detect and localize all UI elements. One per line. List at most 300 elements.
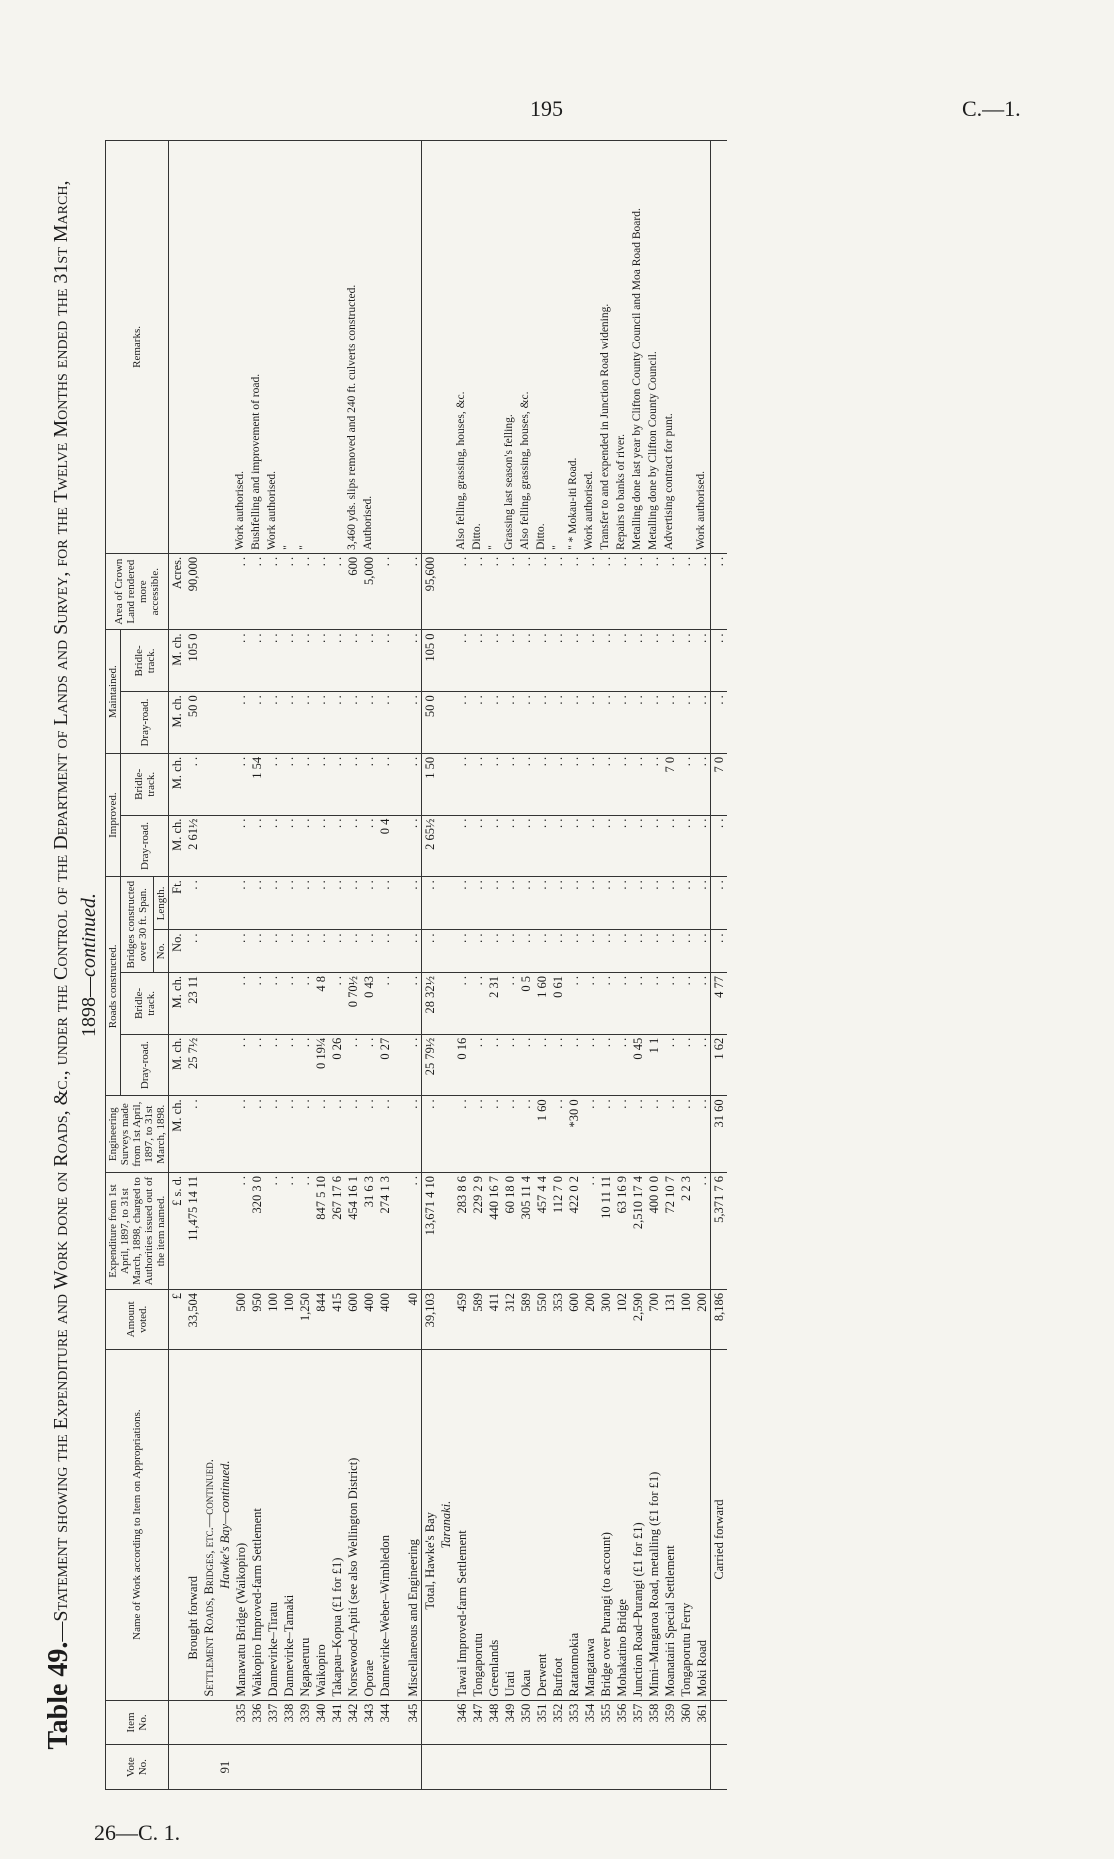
area: . .: [694, 553, 711, 630]
amount-voted: 100: [265, 1290, 281, 1350]
mn-bridle: . .: [361, 630, 377, 692]
header-amount: Amount voted.: [106, 1290, 169, 1350]
vote-cell: [662, 1745, 678, 1790]
expenditure: 10 11 11: [598, 1173, 614, 1290]
unit-br-no: No.: [169, 930, 186, 973]
item-number: 339: [297, 1700, 313, 1745]
remarks-cell: Also felling, grassing, houses, &c.: [518, 141, 534, 554]
cf-imp-bridle: 7 0: [711, 753, 728, 815]
rc-bridle: . .: [566, 973, 582, 1035]
imp-dray: . .: [630, 815, 646, 877]
area: . .: [454, 553, 470, 630]
bf-eng: . .: [185, 1096, 201, 1173]
mn-bridle: . .: [582, 630, 598, 692]
work-name: Tongaporutu Ferry: [678, 1349, 694, 1700]
engineering: . .: [265, 1096, 281, 1173]
br-no: . .: [345, 930, 361, 973]
table-statement: —Statement showing the Expenditure and Work done on Roads, &c., under the Control of the Department of Lands and Survey, for the Twelve Months ended the 31st March, 1898—: [50, 180, 100, 1642]
br-no: . .: [694, 930, 711, 973]
header-expenditure: Expenditure from 1st April, 1897, to 31st March, 1898, charged to Authorities issued out of the item named.: [106, 1173, 169, 1290]
br-len: . .: [534, 877, 550, 930]
work-name: Moki Road: [694, 1349, 711, 1700]
rc-dray: . .: [345, 1034, 361, 1096]
expenditure: 274 1 3: [377, 1173, 393, 1290]
br-len: . .: [630, 877, 646, 930]
expenditure: 229 2 9: [470, 1173, 486, 1290]
br-len: . .: [281, 877, 297, 930]
brought-forward-row: [185, 141, 201, 1790]
rc-bridle: . .: [265, 973, 281, 1035]
item-number: 347: [470, 1700, 486, 1745]
imp-dray: . .: [598, 815, 614, 877]
imp-dray: . .: [550, 815, 566, 877]
expenditure: . .: [582, 1173, 598, 1290]
work-name: Waikopiro Improved-farm Settlement: [249, 1349, 265, 1700]
remarks-cell: " * Mokau-iti Road.: [566, 141, 582, 554]
br-len: . .: [233, 877, 249, 930]
amount-voted: 400: [377, 1290, 393, 1350]
expenditure: 31 6 3: [361, 1173, 377, 1290]
amount-voted: 131: [662, 1290, 678, 1350]
vote-cell: [598, 1745, 614, 1790]
amount-voted: 312: [502, 1290, 518, 1350]
br-len: . .: [329, 877, 345, 930]
work-name: Mangatawa: [582, 1349, 598, 1700]
item-number: 343: [361, 1700, 377, 1745]
cf-imp-dray: . .: [711, 815, 728, 877]
item-number: 352: [550, 1700, 566, 1745]
work-name: Greenlands: [486, 1349, 502, 1700]
imp-bridle: . .: [678, 753, 694, 815]
remarks-cell: [377, 141, 393, 554]
misc-imp-dray: . .: [405, 815, 422, 877]
table-row: [454, 141, 470, 1790]
misc-row: [405, 141, 422, 1790]
br-len: . .: [566, 877, 582, 930]
vote-cell: [582, 1745, 598, 1790]
bf-rc-dray: 25 7½: [185, 1034, 201, 1096]
unit-br-len: Ft.: [169, 877, 186, 930]
misc-eng: . .: [405, 1096, 422, 1173]
amount-voted: 300: [598, 1290, 614, 1350]
mn-dray: . .: [470, 692, 486, 754]
br-no: . .: [313, 930, 329, 973]
area: 5,000: [361, 553, 377, 630]
unit-rc-bridle: M. ch.: [169, 973, 186, 1035]
vote-cell: [630, 1745, 646, 1790]
area: . .: [470, 553, 486, 630]
section-settlement: [201, 141, 217, 1790]
item-number: 342: [345, 1700, 361, 1745]
mn-bridle: . .: [377, 630, 393, 692]
br-no: . .: [454, 930, 470, 973]
rc-bridle: . .: [249, 973, 265, 1035]
rc-dray: . .: [534, 1034, 550, 1096]
rc-bridle: 1 60: [534, 973, 550, 1035]
expenditure: 457 4 4: [534, 1173, 550, 1290]
br-no: . .: [486, 930, 502, 973]
rc-bridle: 4 8: [313, 973, 329, 1035]
table-row: [249, 141, 265, 1790]
bf-exp: 11,475 14 11: [185, 1173, 201, 1290]
vote-cell: [486, 1745, 502, 1790]
remarks-cell: Also felling, grassing, houses, &c.: [454, 141, 470, 554]
engineering: . .: [377, 1096, 393, 1173]
imp-bridle: . .: [582, 753, 598, 815]
amount-voted: 100: [281, 1290, 297, 1350]
br-no: . .: [550, 930, 566, 973]
rc-bridle: . .: [678, 973, 694, 1035]
bf-rc-bridle: 23 11: [185, 973, 201, 1035]
unit-imp-dray: M. ch.: [169, 815, 186, 877]
imp-dray: . .: [566, 815, 582, 877]
misc-br-no: . .: [405, 930, 422, 973]
engineering: . .: [582, 1096, 598, 1173]
item-number: 356: [614, 1700, 630, 1745]
rc-bridle: . .: [454, 973, 470, 1035]
expenditure: 400 0 0: [646, 1173, 662, 1290]
br-no: . .: [662, 930, 678, 973]
mn-dray: . .: [566, 692, 582, 754]
rc-dray: 0 26: [329, 1034, 345, 1096]
mn-bridle: . .: [329, 630, 345, 692]
item-number: 337: [265, 1700, 281, 1745]
rc-dray: . .: [550, 1034, 566, 1096]
area: . .: [598, 553, 614, 630]
imp-bridle: . .: [313, 753, 329, 815]
work-name: Ngapaeruru: [297, 1349, 313, 1700]
expenditure: 2,510 17 4: [630, 1173, 646, 1290]
table-row: [502, 141, 518, 1790]
header-maintained: Maintained.: [106, 630, 121, 753]
rotated-table-block: [45, 140, 1065, 1790]
br-len: . .: [486, 877, 502, 930]
bf-mn-dray: 50 0: [185, 692, 201, 754]
br-no: . .: [678, 930, 694, 973]
cf-exp: 5,371 7 6: [711, 1173, 728, 1290]
remarks-cell: ": [281, 141, 297, 554]
mn-dray: . .: [550, 692, 566, 754]
rc-bridle: . .: [614, 973, 630, 1035]
work-name: Manawatu Bridge (Waikopiro): [233, 1349, 249, 1700]
rc-dray: . .: [678, 1034, 694, 1096]
mn-bridle: . .: [646, 630, 662, 692]
rc-dray: 0 45: [630, 1034, 646, 1096]
remarks-cell: Bushfelling and improvement of road.: [249, 141, 265, 554]
expenditure: 440 16 7: [486, 1173, 502, 1290]
br-len: . .: [502, 877, 518, 930]
header-imp-dray: Dray-road.: [121, 815, 169, 877]
bf-area: 90,000: [185, 553, 201, 630]
table-row: [377, 141, 393, 1790]
mn-bridle: . .: [470, 630, 486, 692]
amount-voted: 415: [329, 1290, 345, 1350]
mn-bridle: . .: [249, 630, 265, 692]
area: . .: [329, 553, 345, 630]
area: . .: [678, 553, 694, 630]
rc-bridle: . .: [470, 973, 486, 1035]
misc-mn-bridle: . .: [405, 630, 422, 692]
mn-bridle: . .: [662, 630, 678, 692]
work-name: Junction Road–Purangi (£1 for £1): [630, 1349, 646, 1700]
mn-dray: . .: [630, 692, 646, 754]
remarks-cell: [313, 141, 329, 554]
hawkes-bay-heading: Hawke's Bay—continued.: [217, 1349, 233, 1700]
units-row: [169, 141, 186, 1790]
remarks-cell: Work authorised.: [582, 141, 598, 554]
br-no: . .: [566, 930, 582, 973]
header-br-no: No.: [154, 930, 169, 973]
table-row: [345, 141, 361, 1790]
amount-voted: 200: [694, 1290, 711, 1350]
table-row: [614, 141, 630, 1790]
rc-dray: 0 27: [377, 1034, 393, 1096]
expenditure: . .: [297, 1173, 313, 1290]
header-remarks: Remarks.: [106, 141, 169, 554]
amount-voted: 589: [518, 1290, 534, 1350]
settlement-heading: Settlement Roads, Bridges, etc.—continued.: [201, 1349, 217, 1700]
mn-bridle: . .: [534, 630, 550, 692]
th-imp-bridle: 1 50: [422, 753, 439, 815]
area: . .: [486, 553, 502, 630]
engineering: . .: [518, 1096, 534, 1173]
rc-bridle: 0 61: [550, 973, 566, 1035]
table-row: [566, 141, 582, 1790]
imp-dray: . .: [470, 815, 486, 877]
mn-bridle: . .: [345, 630, 361, 692]
expenditure: 63 16 9: [614, 1173, 630, 1290]
rc-dray: . .: [518, 1034, 534, 1096]
mn-dray: . .: [502, 692, 518, 754]
area: 600: [345, 553, 361, 630]
imp-bridle: . .: [534, 753, 550, 815]
unit-eng: M. ch.: [169, 1096, 186, 1173]
item-number: 341: [329, 1700, 345, 1745]
remarks-cell: Work authorised.: [265, 141, 281, 554]
remarks-cell: Authorised.: [361, 141, 377, 554]
table-row: [630, 141, 646, 1790]
amount-voted: 400: [361, 1290, 377, 1350]
mn-dray: . .: [486, 692, 502, 754]
imp-bridle: . .: [233, 753, 249, 815]
header-mn-bridle: Bridle-track.: [121, 630, 169, 692]
mn-dray: . .: [233, 692, 249, 754]
item-number: 350: [518, 1700, 534, 1745]
area: . .: [297, 553, 313, 630]
br-len: . .: [582, 877, 598, 930]
imp-dray: 0 4: [377, 815, 393, 877]
work-name: Tawai Improved-farm Settlement: [454, 1349, 470, 1700]
mn-bridle: . .: [502, 630, 518, 692]
vote-cell: [361, 1745, 377, 1790]
table-row: [265, 141, 281, 1790]
engineering: . .: [662, 1096, 678, 1173]
th-mn-dray: 50 0: [422, 692, 439, 754]
expenditure: . .: [233, 1173, 249, 1290]
rc-bridle: . .: [233, 973, 249, 1035]
mn-bridle: . .: [265, 630, 281, 692]
work-name: Mohakatino Bridge: [614, 1349, 630, 1700]
rc-bridle: . .: [662, 973, 678, 1035]
br-len: . .: [662, 877, 678, 930]
item-number: 340: [313, 1700, 329, 1745]
mn-bridle: . .: [614, 630, 630, 692]
mn-dray: . .: [454, 692, 470, 754]
rc-bridle: . .: [297, 973, 313, 1035]
area: . .: [550, 553, 566, 630]
area: . .: [614, 553, 630, 630]
misc-area: . .: [405, 553, 422, 630]
imp-bridle: . .: [361, 753, 377, 815]
br-len: . .: [678, 877, 694, 930]
mn-dray: . .: [249, 692, 265, 754]
vote-cell: [502, 1745, 518, 1790]
item-number: 361: [694, 1700, 711, 1745]
rc-dray: . .: [233, 1034, 249, 1096]
engineering: . .: [694, 1096, 711, 1173]
work-name: Moanatairi Special Settlement: [662, 1349, 678, 1700]
br-len: . .: [518, 877, 534, 930]
bf-br-len: . .: [185, 877, 201, 930]
br-len: . .: [265, 877, 281, 930]
rc-dray: . .: [662, 1034, 678, 1096]
unit-rc-dray: M. ch.: [169, 1034, 186, 1096]
work-name: Mimi–Mangaroa Road, metalling (£1 for £1): [646, 1349, 662, 1700]
item-number: 359: [662, 1700, 678, 1745]
header-roads-constructed: Roads constructed.: [106, 877, 121, 1096]
mn-bridle: . .: [454, 630, 470, 692]
mn-dray: . .: [662, 692, 678, 754]
document-code: C.—1.: [962, 96, 1021, 121]
th-br-len: . .: [422, 877, 439, 930]
br-no: . .: [614, 930, 630, 973]
amount-voted: 411: [486, 1290, 502, 1350]
th-mn-bridle: 105 0: [422, 630, 439, 692]
mn-dray: . .: [345, 692, 361, 754]
vote-cell: [518, 1745, 534, 1790]
rc-bridle: 0 70½: [345, 973, 361, 1035]
engineering: . .: [630, 1096, 646, 1173]
br-len: . .: [249, 877, 265, 930]
header-rc-bridle: Bridle-track.: [121, 973, 169, 1035]
imp-bridle: . .: [265, 753, 281, 815]
amount-voted: 102: [614, 1290, 630, 1350]
remarks-cell: 3,460 yds. slips removed and 240 ft. culverts constructed.: [345, 141, 361, 554]
unit-imp-bridle: M. ch.: [169, 753, 186, 815]
unit-exp: £ s. d.: [169, 1173, 186, 1290]
br-no: . .: [297, 930, 313, 973]
expenditure: 60 18 0: [502, 1173, 518, 1290]
expenditure: 320 3 0: [249, 1173, 265, 1290]
engineering: . .: [281, 1096, 297, 1173]
work-name: Burfoot: [550, 1349, 566, 1700]
area: . .: [377, 553, 393, 630]
engineering: . .: [486, 1096, 502, 1173]
engineering: . .: [646, 1096, 662, 1173]
section-hawkes-bay: [217, 141, 233, 1790]
work-name: Oporae: [361, 1349, 377, 1700]
work-name: Dannevirke–Tamaki: [281, 1349, 297, 1700]
area: . .: [646, 553, 662, 630]
rc-dray: 0 19¼: [313, 1034, 329, 1096]
expenditure: 305 11 4: [518, 1173, 534, 1290]
engineering: . .: [470, 1096, 486, 1173]
mn-dray: . .: [694, 692, 711, 754]
taranaki-heading: Taranaki.: [438, 1349, 454, 1700]
br-len: . .: [377, 877, 393, 930]
table-row: [313, 141, 329, 1790]
br-len: . .: [598, 877, 614, 930]
remarks-cell: Repairs to banks of river.: [614, 141, 630, 554]
imp-dray: . .: [662, 815, 678, 877]
expenditure: 112 7 0: [550, 1173, 566, 1290]
cf-area: . .: [711, 553, 728, 630]
mn-bridle: . .: [297, 630, 313, 692]
mn-bridle: . .: [518, 630, 534, 692]
br-no: . .: [582, 930, 598, 973]
amount-voted: 700: [646, 1290, 662, 1350]
remarks-cell: Work authorised.: [694, 141, 711, 554]
rc-dray: . .: [249, 1034, 265, 1096]
amount-voted: 950: [249, 1290, 265, 1350]
misc-imp-bridle: . .: [405, 753, 422, 815]
rc-dray: . .: [566, 1034, 582, 1096]
item-number: 355: [598, 1700, 614, 1745]
imp-bridle: . .: [377, 753, 393, 815]
hawkes-bay-rows: [233, 141, 393, 1790]
vote-cell: [646, 1745, 662, 1790]
cf-rc-bridle: 4 77: [711, 973, 728, 1035]
engineering: 1 60: [534, 1096, 550, 1173]
imp-bridle: . .: [614, 753, 630, 815]
mn-bridle: . .: [550, 630, 566, 692]
mn-bridle: . .: [630, 630, 646, 692]
unit-mn-dray: M. ch.: [169, 692, 186, 754]
cf-rc-dray: 1 62: [711, 1034, 728, 1096]
table-row: [598, 141, 614, 1790]
mn-dray: . .: [265, 692, 281, 754]
engineering: . .: [345, 1096, 361, 1173]
imp-dray: . .: [534, 815, 550, 877]
amount-voted: 200: [582, 1290, 598, 1350]
th-rc-bridle: 28 32½: [422, 973, 439, 1035]
vote-number: 91: [217, 1745, 233, 1790]
mn-dray: . .: [678, 692, 694, 754]
mn-dray: . .: [614, 692, 630, 754]
mn-bridle: . .: [694, 630, 711, 692]
engineering: . .: [502, 1096, 518, 1173]
rc-dray: . .: [297, 1034, 313, 1096]
engineering: *30 0: [566, 1096, 582, 1173]
imp-dray: . .: [265, 815, 281, 877]
br-no: . .: [470, 930, 486, 973]
brought-forward-label: Brought forward: [185, 1349, 201, 1700]
amount-voted: 600: [345, 1290, 361, 1350]
engineering: . .: [329, 1096, 345, 1173]
rc-dray: . .: [502, 1034, 518, 1096]
imp-dray: . .: [249, 815, 265, 877]
br-no: . .: [630, 930, 646, 973]
header-bridges: Bridges constructed over 30 ft. Span.: [121, 877, 154, 973]
th-rc-dray: 25 79½: [422, 1034, 439, 1096]
work-name: Okau: [518, 1349, 534, 1700]
cf-mn-dray: . .: [711, 692, 728, 754]
unit-amount: £: [169, 1290, 186, 1350]
br-no: . .: [646, 930, 662, 973]
br-no: . .: [281, 930, 297, 973]
table-row: [361, 141, 377, 1790]
vote-cell: [694, 1745, 711, 1790]
